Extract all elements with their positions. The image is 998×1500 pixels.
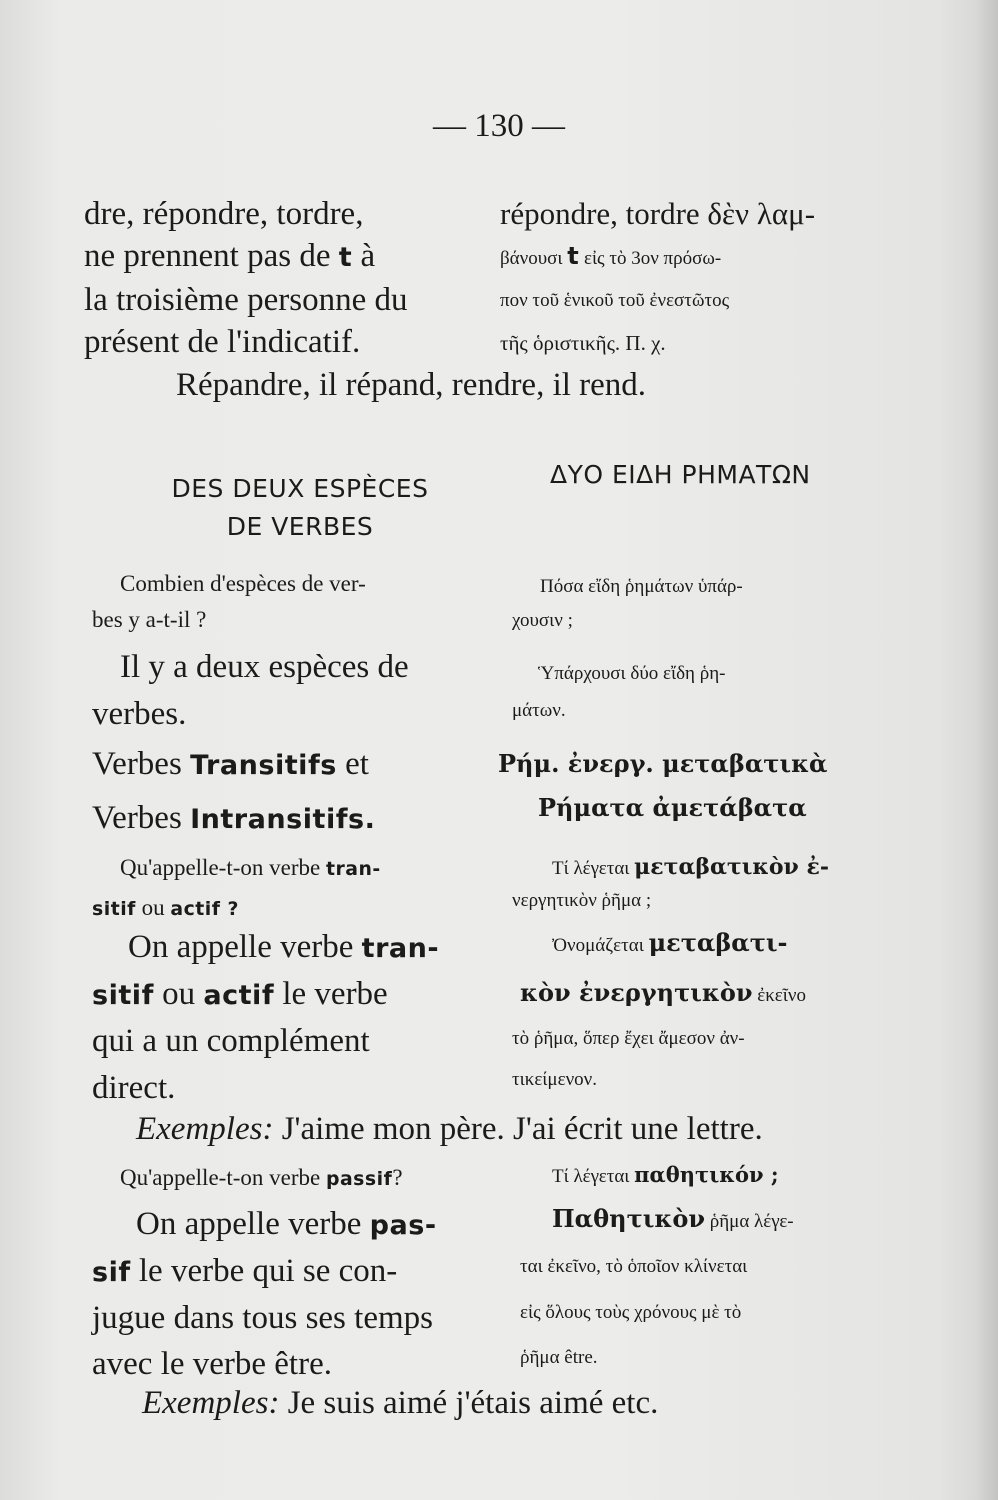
example-1-label: Exemples: [136,1111,274,1147]
intro-fr-line-4: présent de l'indicatif. [84,324,361,360]
q2-fr-line-2: sitif ou actif ? [92,895,239,920]
intro-fr-line-3: la troisième personne du [84,282,408,318]
a3-gr-line-1: Παθητικὸν ῥῆμα λέγε- [552,1204,794,1233]
intro-greek [500,193,815,364]
a3-fr-line-3: jugue dans tous ses temps [92,1300,433,1336]
intro-french [84,193,408,363]
fr-section-heading: DES DEUX ESPÈCES DE VERBES [171,474,429,541]
a3-fr-line-4: avec le verbe être. [92,1346,332,1382]
a2-gr-line-1: Ὀνομάζεται μεταβατι- [552,928,788,957]
intro-gr-line-4: τῆς ὁριστικῆς. Π. χ. [500,331,666,355]
a3-gr-line-2: ται ἐκεῖνο, τὸ ὁποῖον κλίνεται [520,1256,748,1277]
a3-fr-line-1: On appelle verbe pas- [136,1206,437,1242]
q1-french-cont: bes y a-t-il ? [92,607,207,632]
q3-french: Qu'appelle-t-on verbe passif? [120,1165,403,1190]
a3-gr-line-4: ῥῆμα être. [520,1347,598,1368]
a3-fr-line-2: sif le verbe qui se con- [92,1253,398,1289]
intro-example: Répandre, il répand, rendre, il rend. [176,367,647,403]
a2-gr-line-4: τικείμενον. [512,1069,598,1090]
example-1: Exemples: J'aime mon père. J'ai écrit une lettre. [136,1111,763,1147]
intro-fr-line-2: ne prennent pas de t à [84,238,376,274]
a2-fr-line-2: sitif ou actif le verbe [92,976,388,1012]
a2-fr-line-4: direct. [92,1070,176,1106]
a1-gr-line-3: Ρήμ. ἐνεργ. μεταβατικὰ [498,749,828,778]
a1-fr-line-4: Verbes Intransitifs. [92,800,376,836]
q3-greek: Τί λέγεται παθητικόν ; [552,1162,779,1187]
letter-t: t [338,242,353,273]
a2-fr-line-3: qui a un complément [92,1023,370,1059]
q1-french: Combien d'espèces de ver- [120,571,366,596]
intro-gr-line-1: répondre, tordre δὲν λαμ- [500,196,816,231]
a2-gr-line-2: κὸν ἐνεργητικὸν ἐκεῖνο [520,978,806,1007]
a1-gr-line-4: Ρήματα ἀμετάβατα [538,793,807,822]
a1-gr-line-1: Ὑπάρχουσι δύο εἴδη ῥη- [538,663,726,684]
q2-fr-line-1: Qu'appelle-t-on verbe tran- [120,855,381,880]
a1-gr-line-2: μάτων. [512,700,566,721]
a1-fr-line-2: verbes. [92,696,187,732]
a2-fr-line-1: On appelle verbe tran- [128,929,440,965]
letter-t-greek: t [567,242,580,270]
page-edge-shadow [976,0,998,1500]
a3-gr-line-3: εἰς ὅλους τοὺς χρόνους μὲ τὸ [520,1302,742,1323]
gr-section-heading: ΔΥΟ ΕΙΔΗ ΡΗΜΑΤΩΝ [550,460,811,489]
intro-gr-line-2: βάνουσι t εἰς τὸ 3ον πρόσω- [500,242,722,270]
intro-fr-line-1: dre, répondre, tordre, [84,196,364,232]
a1-fr-line-3: Verbes Transitifs et [92,746,369,782]
page-number: — 130 — [433,108,565,144]
q2-gr-line-2: νεργητικὸν ῥῆμα ; [512,890,652,911]
q1-greek-cont: χουσιν ; [512,610,573,631]
intro-gr-line-3: πον τοῦ ἑνικοῦ τοῦ ἐνεστῶτος [500,290,730,311]
example-2-label: Exemples: [142,1385,280,1421]
q1-greek: Πόσα εἴδη ῥημάτων ὑπάρ- [540,576,743,597]
a2-gr-line-3: τὸ ῥῆμα, ὅπερ ἔχει ἄμεσον ἀν- [512,1028,745,1049]
example-2: Exemples: Je suis aimé j'étais aimé etc. [142,1385,659,1421]
q2-gr-line-1: Τί λέγεται μεταβατικὸν ἐ- [552,854,829,880]
a1-fr-line-1: Il y a deux espèces de [120,649,409,685]
